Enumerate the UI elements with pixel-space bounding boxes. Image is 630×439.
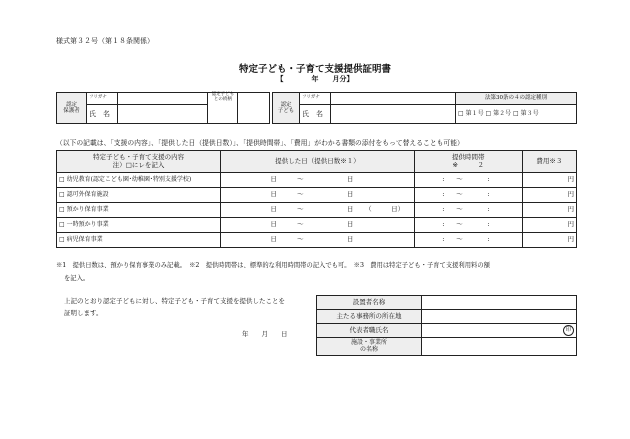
row-tilde: 〜	[279, 218, 322, 233]
row-fee[interactable]: 円	[522, 173, 576, 188]
row-time-to[interactable]: :	[473, 233, 505, 248]
page-title: 特定子ども・子育て支援提供証明書	[238, 64, 391, 75]
row-time-tilde: 〜	[446, 203, 472, 218]
table-row	[57, 173, 577, 188]
row-time-from[interactable]: :	[414, 173, 446, 188]
content-header-title: 特定子ども・子育て支援の内容	[93, 153, 185, 162]
row-days-count[interactable]	[355, 233, 414, 248]
row-time-tilde: 〜	[446, 218, 472, 233]
row-days-count[interactable]	[355, 188, 414, 203]
child-table	[272, 92, 577, 124]
facility-name-input[interactable]	[422, 338, 577, 356]
row-service-name[interactable]: □ 病児保育事業	[57, 233, 221, 248]
footnote-line-2: を記入。	[64, 275, 90, 282]
fee-header: 費用※３	[522, 151, 576, 173]
guardian-furigana-input[interactable]	[117, 93, 208, 105]
row-date-from[interactable]: 日	[221, 203, 279, 218]
row-time-to[interactable]: :	[473, 173, 505, 188]
row-time-from[interactable]: :	[414, 218, 446, 233]
row-date-to[interactable]: 日	[322, 188, 355, 203]
row-time-from[interactable]: :	[414, 233, 446, 248]
guardian-label: 認定 保護者	[57, 93, 87, 124]
representative-input[interactable]	[422, 324, 577, 338]
time-header-note: ※ ２	[452, 160, 484, 169]
row-fee[interactable]: 円	[522, 233, 576, 248]
office-address-input[interactable]	[422, 310, 577, 324]
row-date-from[interactable]: 日	[221, 173, 279, 188]
guardian-name-input[interactable]	[117, 105, 208, 124]
seal-icon: 印	[563, 325, 574, 336]
period-field[interactable]: 【 年 月分】	[276, 74, 354, 83]
child-name-label: 氏 名	[300, 105, 331, 124]
row-date-to[interactable]: 日	[322, 173, 355, 188]
child-label: 認定 子ども	[273, 93, 300, 124]
row-time-from[interactable]: :	[414, 203, 446, 218]
cert-option-3[interactable]: □ 第３号	[513, 109, 539, 117]
row-date-from[interactable]: 日	[221, 188, 279, 203]
row-days-count[interactable]	[355, 218, 414, 233]
guardian-name-label: 氏 名	[87, 105, 118, 124]
days-header: 提供した日（提供日数※１）	[221, 151, 415, 173]
time-header	[414, 151, 522, 173]
row-service-name[interactable]: □ 認可外保育施設	[57, 188, 221, 203]
row-time-to[interactable]: :	[473, 218, 505, 233]
row-service-name[interactable]: □ 預かり保育事業	[57, 203, 221, 218]
provider-name-input[interactable]	[422, 296, 577, 310]
row-time-to[interactable]: :	[473, 188, 505, 203]
row-date-to[interactable]: 日	[322, 203, 355, 218]
certification-line-2: 証明します。	[64, 309, 103, 317]
row-time-from[interactable]: :	[414, 188, 446, 203]
time-header-title: 提供時間帯	[452, 153, 485, 162]
relation-input[interactable]	[238, 93, 270, 124]
relation-label: 認定子ども との続柄	[208, 93, 238, 124]
facility-name-label: 施設・事業所 の名称	[317, 338, 422, 356]
cert-options	[456, 105, 577, 124]
provider-table	[316, 295, 577, 356]
row-tilde: 〜	[279, 203, 322, 218]
row-service-name[interactable]: □ 幼児教育(認定こども園･幼稚園･特別支援学校)	[57, 173, 221, 188]
row-service-name[interactable]: □ 一時預かり事業	[57, 218, 221, 233]
form-number: 様式第３２号（第１８条関係）	[56, 37, 154, 45]
guardian-table	[56, 92, 270, 124]
row-date-from[interactable]: 日	[221, 218, 279, 233]
child-furigana-label: フリガナ	[300, 93, 331, 105]
row-date-from[interactable]: 日	[221, 233, 279, 248]
row-time-tilde: 〜	[446, 188, 472, 203]
row-days-count[interactable]	[355, 173, 414, 188]
provider-name-label: 設置者名称	[317, 296, 422, 310]
guardian-furigana-label: フリガナ	[87, 93, 118, 105]
row-fee[interactable]: 円	[522, 203, 576, 218]
content-header	[57, 151, 221, 173]
row-time-tilde: 〜	[446, 233, 472, 248]
certification-date[interactable]: 年 月 日	[242, 330, 288, 338]
service-table	[56, 150, 577, 248]
row-date-to[interactable]: 日	[322, 233, 355, 248]
cert-option-1[interactable]: □ 第１号	[458, 109, 484, 117]
office-address-label: 主たる事務所の所在地	[317, 310, 422, 324]
table-row	[57, 188, 577, 203]
child-furigana-input[interactable]	[331, 93, 456, 105]
row-tilde: 〜	[279, 188, 322, 203]
table-row	[57, 233, 577, 248]
certification-line-1: 上記のとおり認定子どもに対し、特定子ども・子育て支援を提供したことを	[64, 297, 285, 305]
child-name-input[interactable]	[331, 105, 456, 124]
row-time-to[interactable]: :	[473, 203, 505, 218]
representative-label: 代表者職氏名	[317, 324, 422, 338]
row-fee[interactable]: 円	[522, 188, 576, 203]
row-tilde: 〜	[279, 233, 322, 248]
row-date-to[interactable]: 日	[322, 218, 355, 233]
row-fee[interactable]: 円	[522, 218, 576, 233]
row-time-tilde: 〜	[446, 173, 472, 188]
cert-type-header: 法第30条の４の認定種別	[456, 93, 577, 105]
footnote-line-1: ※1 提供日数は、預かり保育事業のみ記載。 ※2 提供時間帯は、標準的な利用時間帯の記入でも可。 ※3 費用は特定子ども・子育て支援利用料の額	[56, 262, 490, 269]
notice-text: （以下の記載は、「支援の内容」、「提供した日（提供日数）」、「提供時間帯」、「費用」がわかる書類の添付をもって替えることも可能）	[56, 139, 464, 147]
table-row	[57, 203, 577, 218]
table-row	[57, 218, 577, 233]
content-header-note: 注）□にレを記入	[112, 160, 165, 169]
row-tilde: 〜	[279, 173, 322, 188]
cert-option-2[interactable]: □ 第２号	[485, 109, 512, 117]
row-days-count[interactable]: （ 日）	[355, 203, 414, 218]
